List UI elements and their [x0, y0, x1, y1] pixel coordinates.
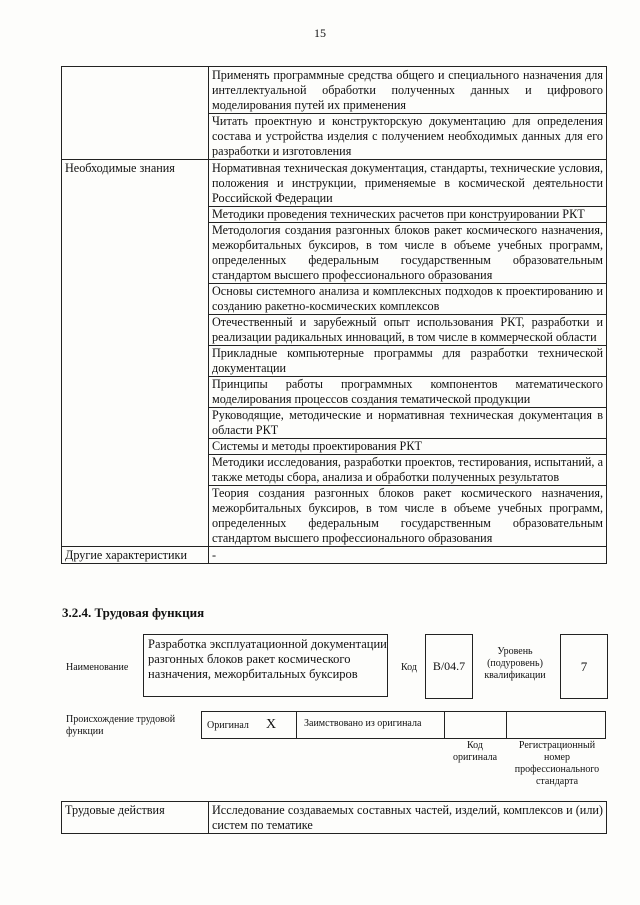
- list-item: Теория создания разгонных блоков ракет космического назначения, межорбитальных буксиров, в том числе в объеме учебных программ, определенных федеральным государственным образовательным стандартом высшего профессионального образования: [209, 485, 606, 546]
- original-cell: [202, 712, 297, 738]
- list-item: Методики исследования, разработки проектов, тестирования, испытаний, а также методы сбора, анализа и обработки полученных результатов: [209, 454, 606, 485]
- original-mark: X: [266, 717, 277, 732]
- level-value: 7: [560, 634, 608, 699]
- origin-code-caption: Код оригинала: [452, 740, 498, 763]
- list-item: Методология создания разгонных блоков ракет космического назначения, межорбитальных буксиров, в том числе в объеме учебных программ, определенных федеральным государственным образовательным стандартом высшего профессионального образования: [209, 222, 606, 283]
- abilities-cell: [209, 67, 607, 160]
- list-item: Прикладные компьютерные программы для разработки технической документации: [209, 345, 606, 376]
- list-item: Основы системного анализа и комплексных подходов к проектированию и созданию ракетно-космических комплексов: [209, 283, 606, 314]
- name-label: Наименование: [66, 662, 129, 673]
- borrowed-cell: [296, 712, 445, 738]
- code-label: Код: [401, 662, 417, 673]
- list-item: Принципы работы программных компонентов математического моделирования процессов создания тематической продукции: [209, 376, 606, 407]
- empty-label-cell: [62, 67, 209, 160]
- section-heading: 3.2.4. Трудовая функция: [62, 605, 205, 620]
- table-row: [62, 160, 607, 547]
- code-value: В/04.7: [425, 634, 473, 699]
- knowledge-label: Необходимые знания: [62, 160, 209, 547]
- list-item: Нормативная техническая документация, стандарты, технические условия, положения и инструкции, применяемые в космической деятельности Российской Федерации: [212, 161, 603, 205]
- actions-table: [61, 801, 607, 834]
- page-number: 15: [314, 26, 326, 40]
- actions-first-item: Исследование создаваемых составных частей, изделий, комплексов и (или) систем по тематике: [209, 802, 607, 834]
- other-value: -: [209, 547, 607, 564]
- name-value-box: Разработка эксплуатационной документации разгонных блоков ракет космического назначения, межорбитальных буксиров: [143, 634, 388, 697]
- list-item: Читать проектную и конструкторскую документацию для определения состава и устройства изделия с получением необходимых данных для его разработки и изготовления: [209, 113, 606, 159]
- table-row: [62, 547, 607, 564]
- list-item: Системы и методы проектирования РКТ: [209, 438, 606, 454]
- knowledge-cell: [209, 160, 607, 547]
- other-label: Другие характеристики: [62, 547, 209, 564]
- origin-code-cell: [444, 712, 507, 738]
- reg-number-caption: Регистрационный номер профессионального стандарта: [514, 740, 600, 787]
- list-item: Отечественный и зарубежный опыт использования РКТ, разработки и реализации радикальных инноваций, в том числе в коммерческой области: [209, 314, 606, 345]
- list-item: Методики проведения технических расчетов при конструировании РКТ: [209, 206, 606, 222]
- actions-label: Трудовые действия: [62, 802, 209, 834]
- original-label: Оригинал: [207, 720, 249, 731]
- table-row: [62, 802, 607, 834]
- level-label: Уровень (подуровень) квалификации: [484, 646, 546, 681]
- skills-table: [61, 66, 607, 564]
- list-item: Применять программные средства общего и специального назначения для интеллектуальной обработки полученных данных и цифрового моделирования путей их применения: [212, 68, 603, 112]
- table-row: [62, 67, 607, 160]
- origin-row: [201, 711, 606, 739]
- list-item: Руководящие, методические и нормативная техническая документация в области РКТ: [209, 407, 606, 438]
- origin-label: Происхождение трудовой функции: [66, 714, 176, 737]
- borrowed-label: Заимствовано из оригинала: [304, 718, 422, 729]
